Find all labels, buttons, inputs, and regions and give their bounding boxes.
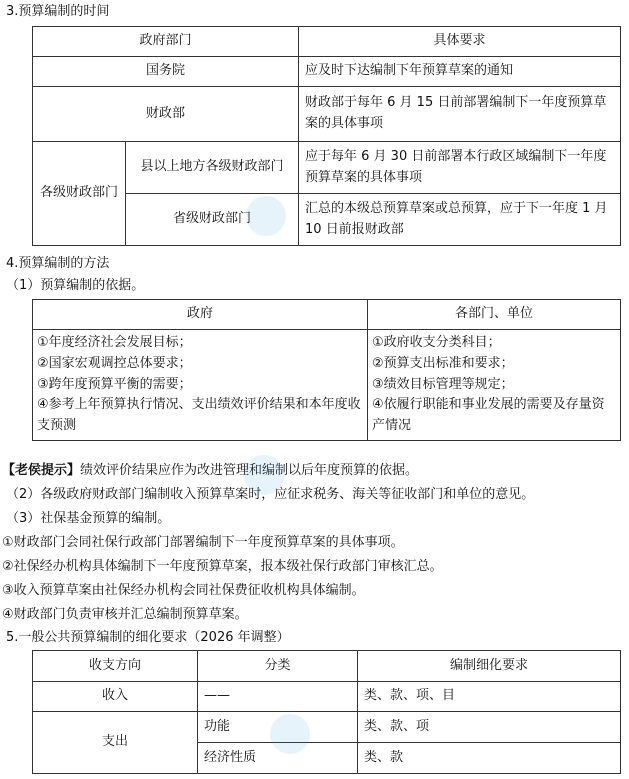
step-item: ③收入预算草案由社保经办机构会同社保费征收机构具体编制。 — [2, 583, 365, 598]
table-row — [33, 682, 621, 712]
tip-text: 绩效评价结果应作为改进管理和编制以后年度预算的依据。 — [80, 463, 419, 478]
list-item: ③跨年度预算平衡的需要； — [37, 376, 192, 392]
budget-basis-table — [32, 299, 621, 441]
list-item: ②预算支出标准和要求； — [372, 355, 514, 371]
budget-timing-table — [32, 26, 621, 246]
section5-heading: 5.一般公共预算编制的细化要求（2026 年调整） — [6, 630, 290, 645]
group-cell: 各级财政部门 — [33, 142, 126, 246]
header-req: 具体要求 — [299, 27, 621, 57]
step-item: ④财政部门负责审核并汇总编制预算草案。 — [2, 607, 248, 622]
list-item: ①年度经济社会发展目标； — [37, 335, 192, 350]
section4-sub1: （1）预算编制的依据。 — [6, 278, 145, 293]
table-row — [33, 330, 621, 441]
budget-detail-table — [32, 650, 621, 774]
direction-cell: 收入 — [33, 682, 198, 712]
list-item: ③绩效目标管理等规定； — [372, 376, 514, 392]
header-gov: 政府 — [33, 300, 368, 330]
table-header-row — [33, 27, 621, 57]
dept-cell: 财政部 — [33, 87, 299, 142]
dept-cell: 县以上地方各级财政部门 — [126, 142, 299, 194]
dept-cell: 省级财政部门 — [126, 194, 299, 246]
header-direction: 收支方向 — [33, 651, 198, 682]
table-row — [33, 87, 621, 142]
class-cell: —— — [198, 682, 358, 712]
watermark-logo-icon — [246, 196, 286, 236]
step-item: ①财政部门会同社保行政部门部署编制下一年度预算草案的具体事项。 — [2, 535, 404, 550]
req-cell: 应于每年 6 月 30 日前部署本行政区域编制下一年度预算草案的具体事项 — [299, 142, 621, 194]
tip-line — [2, 461, 418, 481]
header-dept: 政府部门 — [33, 27, 299, 57]
dept-cell: 国务院 — [33, 57, 299, 87]
table-header-row — [33, 651, 621, 682]
table-row — [33, 142, 621, 194]
header-detail: 编制细化要求 — [358, 651, 621, 682]
table-header-row — [33, 300, 621, 330]
table-row — [33, 57, 621, 87]
watermark-logo-icon — [244, 455, 284, 495]
req-cell: 应及时下达编制下年预算草案的通知 — [299, 57, 621, 87]
req-cell: 财政部于每年 6 月 15 日前部署编制下一年度预算草案的具体事项 — [299, 87, 621, 142]
header-units: 各部门、单位 — [368, 300, 621, 330]
req-cell: 汇总的本级总预算草案或总预算，应于下一年度 1 月 10 日前报财政部 — [299, 194, 621, 246]
direction-cell: 支出 — [33, 712, 198, 774]
section3-heading: 3.预算编制的时间 — [6, 4, 110, 19]
tip-label: 【老侯提示】 — [2, 463, 81, 478]
list-item: ④参考上年预算执行情况、支出绩效评价结果和本年度收支预测 — [37, 397, 361, 434]
detail-cell: 类、款、项 — [358, 712, 621, 743]
header-class: 分类 — [198, 651, 358, 682]
detail-cell: 类、款、项、目 — [358, 682, 621, 712]
table-row — [33, 712, 621, 743]
watermark-logo-icon — [270, 714, 310, 754]
units-basis-cell — [368, 330, 621, 441]
class-cell: 功能 — [198, 712, 358, 743]
section4-sub3: （3）社保基金预算的编制。 — [6, 511, 171, 526]
list-item: ④依履行职能和事业发展的需要及存量资产情况 — [372, 397, 605, 434]
class-cell: 经济性质 — [198, 743, 358, 774]
detail-cell: 类、款 — [358, 743, 621, 774]
list-item: ②国家宏观调控总体要求； — [37, 355, 192, 371]
step-item: ②社保经办机构具体编制下一年度预算草案，报本级社保行政部门审核汇总。 — [2, 559, 443, 574]
list-item: ①政府收支分类科目； — [372, 335, 501, 350]
section4-heading: 4.预算编制的方法 — [6, 256, 110, 271]
gov-basis-cell — [33, 330, 368, 441]
section4-sub2: （2）各级政府财政部门编制收入预算草案时，应征求税务、海关等征收部门和单位的意见。 — [6, 487, 535, 502]
